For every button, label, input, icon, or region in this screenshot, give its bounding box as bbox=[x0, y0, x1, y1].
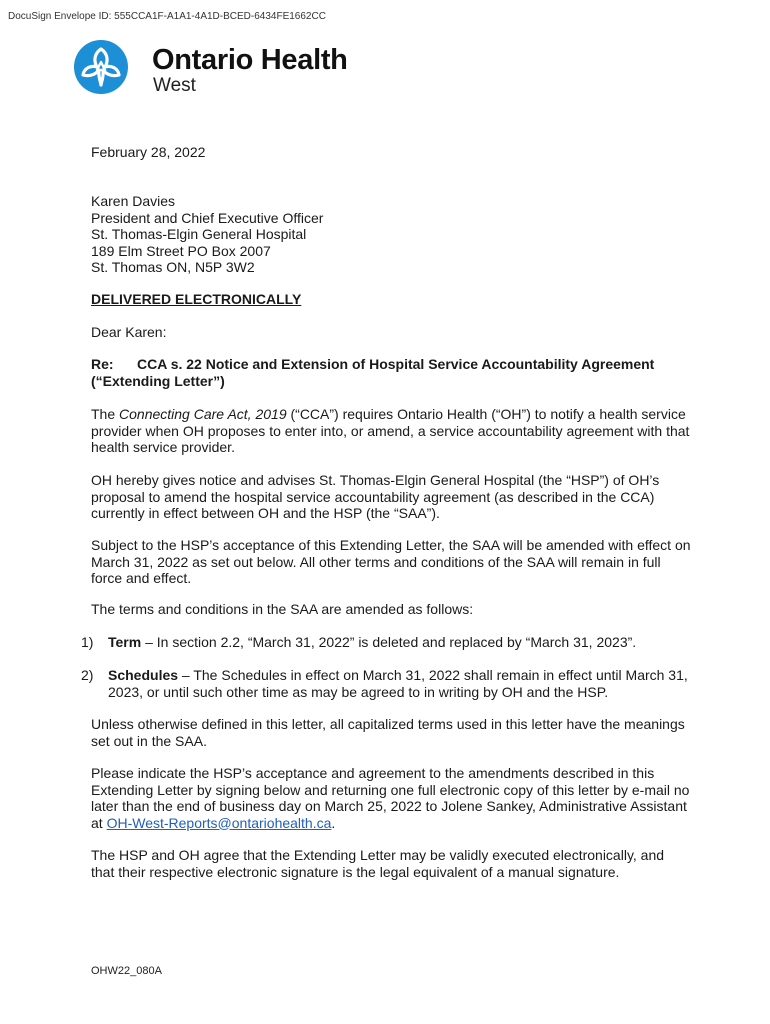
delivery-notice: DELIVERED ELECTRONICALLY bbox=[91, 291, 302, 307]
list-term: Schedules bbox=[108, 667, 179, 683]
footer-code: OHW22_080A bbox=[91, 965, 162, 977]
list-number: 2) bbox=[81, 667, 94, 683]
recipient-address bbox=[91, 193, 691, 276]
logo-title: Ontario Health bbox=[152, 44, 348, 76]
salutation: Dear Karen: bbox=[91, 324, 167, 340]
p1-post: (“CCA”) requires Ontario Health (“OH”) to notify a health service provider when OH proposes to enter into, or amend, a service accountability agreement with that health service provider. bbox=[91, 406, 690, 455]
recipient-organization: St. Thomas-Elgin General Hospital bbox=[91, 226, 307, 242]
paragraph-acceptance: Subject to the HSP’s acceptance of this Extending Letter, the SAA will be amended with effect on March 31, 2022 as set out below. All other terms and conditions of the SAA will remain in full force and effect. bbox=[91, 537, 691, 586]
p1-pre: The bbox=[91, 406, 120, 422]
p6-post: . bbox=[331, 814, 336, 831]
list-number: 1) bbox=[81, 634, 94, 650]
recipient-street: 189 Elm Street PO Box 2007 bbox=[91, 242, 271, 259]
p6-pre: Please indicate the HSP’s acceptance and agreement to the amendments described in this Extending Letter by signing below and returning one full electronic copy of this letter by e-mail no later than the end of business day on March 25, 2022 to Jolene Sankey, Administrative Assistant at bbox=[91, 765, 690, 831]
paragraph-terms-intro: The terms and conditions in the SAA are amended as follows: bbox=[91, 601, 474, 617]
paragraph-signing-instructions bbox=[91, 765, 691, 831]
list-term: Term bbox=[108, 634, 142, 650]
act-name: Connecting Care Act, 2019 bbox=[119, 406, 287, 422]
list-text: – The Schedules in effect on March 31, 2022 shall remain in effect until March 31, 2023, or until such other time as may be agreed to in writing by OH and the HSP. bbox=[108, 667, 688, 700]
ontario-health-logo bbox=[74, 40, 374, 120]
paragraph-definitions: Unless otherwise defined in this letter, all capitalized terms used in this letter have the meanings set out in the SAA. bbox=[91, 716, 685, 749]
logo-subtitle: West bbox=[153, 75, 196, 96]
email-link[interactable]: OH-West-Reports@ontariohealth.ca bbox=[106, 814, 332, 831]
paragraph-cca-notice bbox=[91, 406, 691, 456]
recipient-title: President and Chief Executive Officer bbox=[91, 209, 324, 226]
list-item bbox=[81, 667, 693, 700]
recipient-name: Karen Davies bbox=[91, 193, 176, 209]
subject-line bbox=[91, 356, 691, 389]
trillium-logo-icon bbox=[74, 40, 128, 94]
paragraph-notice: OH hereby gives notice and advises St. Thomas-Elgin General Hospital (the “HSP”) of OH’s proposal to amend the hospital service accountability agreement (as described in the CCA) currently in effect between OH and the HSP (the “SAA”). bbox=[91, 472, 660, 521]
re-line1: CCA s. 22 Notice and Extension of Hospital Service Accountability Agreement bbox=[137, 356, 655, 372]
letter-date: February 28, 2022 bbox=[91, 144, 206, 160]
paragraph-electronic-execution: The HSP and OH agree that the Extending Letter may be validly executed electronically, and that their respective electronic signature is the legal equivalent of a manual signature. bbox=[91, 847, 665, 880]
list-text: – In section 2.2, “March 31, 2022” is deleted and replaced by “March 31, 2023”. bbox=[141, 634, 637, 650]
envelope-id: DocuSign Envelope ID: 555CCA1F-A1A1-4A1D-BCED-6434FE1662CC bbox=[8, 11, 326, 22]
re-label: Re: bbox=[91, 356, 114, 372]
recipient-city: St. Thomas ON, N5P 3W2 bbox=[91, 259, 255, 275]
list-item bbox=[81, 634, 693, 651]
re-line2: (“Extending Letter”) bbox=[91, 372, 225, 389]
